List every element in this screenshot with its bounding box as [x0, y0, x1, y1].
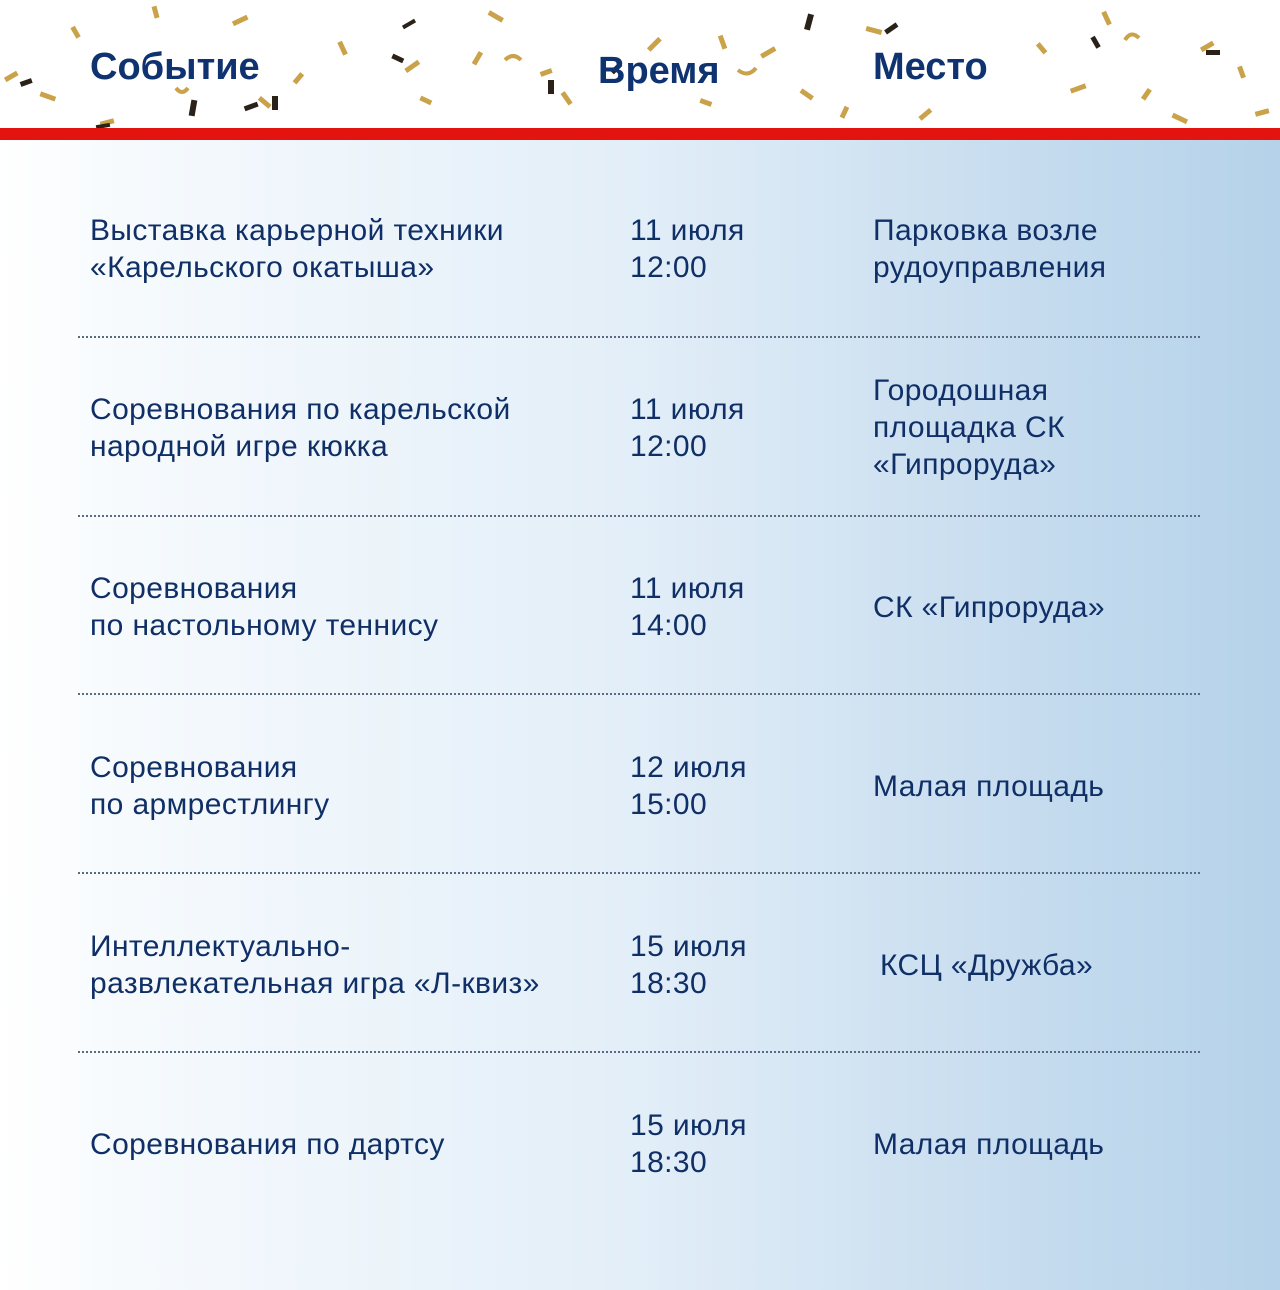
- column-header-place: Место: [873, 46, 988, 88]
- event-line: Соревнования: [90, 572, 298, 605]
- event-cell: [90, 749, 329, 823]
- time-cell: [630, 749, 747, 823]
- event-cell: [90, 1126, 445, 1163]
- time-cell: [630, 212, 745, 286]
- event-time: 12:00: [630, 251, 708, 284]
- event-line: Интеллектуально-: [90, 930, 351, 963]
- event-cell: [90, 212, 504, 286]
- event-line: Соревнования по дартсу: [90, 1128, 445, 1161]
- row-divider: [78, 693, 1200, 695]
- place-line: КСЦ «Дружба»: [880, 949, 1094, 982]
- place-line: Городошная: [873, 374, 1049, 407]
- place-line: Малая площадь: [873, 770, 1105, 803]
- event-line: Выставка карьерной техники: [90, 214, 504, 247]
- event-date: 11 июля: [630, 214, 745, 247]
- place-line: площадка СК: [873, 411, 1065, 444]
- event-date: 11 июля: [630, 393, 745, 426]
- time-cell: [630, 928, 747, 1002]
- row-divider: [78, 336, 1200, 338]
- row-divider: [78, 872, 1200, 874]
- event-cell: [90, 391, 511, 465]
- event-time: 14:00: [630, 609, 708, 642]
- event-line: Соревнования: [90, 751, 298, 784]
- table-header: [0, 0, 1280, 128]
- event-time: 15:00: [630, 788, 708, 821]
- event-line: по армрестлингу: [90, 788, 330, 821]
- event-line: народной игре кюкка: [90, 430, 389, 463]
- row-divider: [78, 1051, 1200, 1053]
- place-line: Малая площадь: [873, 1128, 1105, 1161]
- event-date: 11 июля: [630, 572, 745, 605]
- schedule-table: [0, 140, 1280, 1290]
- event-line: по настольному теннису: [90, 609, 439, 642]
- place-line: СК «Гипроруда»: [873, 591, 1105, 624]
- place-cell: [873, 768, 1104, 805]
- place-line: рудоуправления: [873, 251, 1107, 284]
- event-date: 12 июля: [630, 751, 747, 784]
- time-cell: [630, 570, 745, 644]
- row-divider: [78, 515, 1200, 517]
- event-time: 18:30: [630, 1146, 708, 1179]
- event-line: Соревнования по карельской: [90, 393, 511, 426]
- event-line: развлекательная игра «Л-квиз»: [90, 967, 540, 1000]
- time-cell: [630, 391, 745, 465]
- place-line: Парковка возле: [873, 214, 1098, 247]
- event-cell: [90, 928, 540, 1002]
- event-date: 15 июля: [630, 1109, 747, 1142]
- event-cell: [90, 570, 438, 644]
- event-date: 15 июля: [630, 930, 747, 963]
- header-accent-bar: [0, 128, 1280, 140]
- place-cell: [873, 589, 1105, 626]
- place-cell: [880, 947, 1093, 984]
- column-header-event: Событие: [90, 46, 260, 88]
- place-cell: [873, 372, 1065, 483]
- place-cell: [873, 1126, 1104, 1163]
- time-cell: [630, 1107, 747, 1181]
- column-header-time: Время: [598, 50, 720, 92]
- place-cell: [873, 212, 1106, 286]
- event-time: 12:00: [630, 430, 708, 463]
- place-line: «Гипроруда»: [873, 448, 1057, 481]
- event-time: 18:30: [630, 967, 708, 1000]
- event-line: «Карельского окатыша»: [90, 251, 435, 284]
